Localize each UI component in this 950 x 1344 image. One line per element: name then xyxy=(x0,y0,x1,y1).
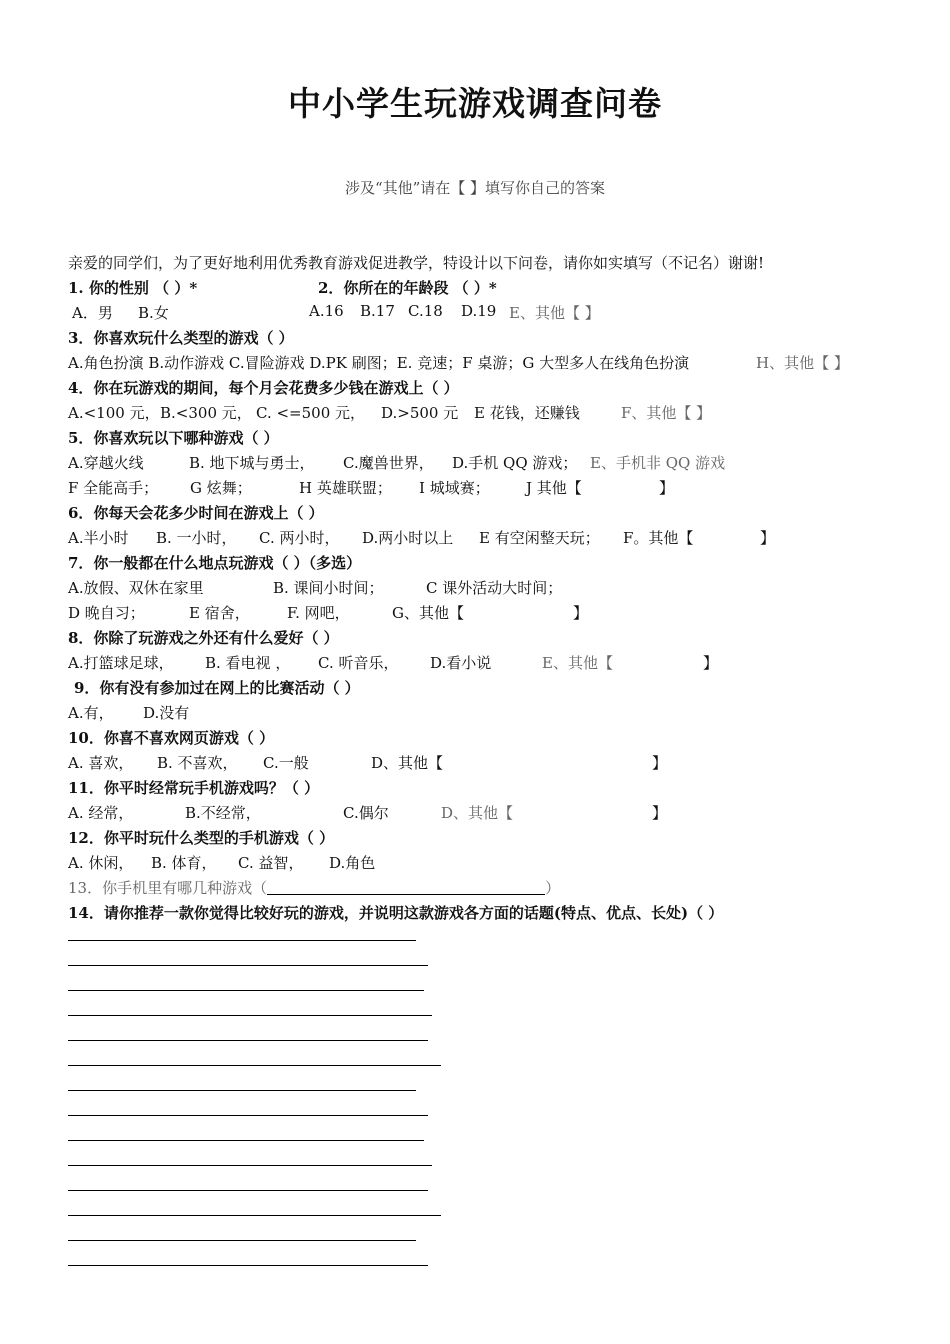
q3-options[interactable]: A.角色扮演 B.动作游戏 C.冒险游戏 D.PK 刷图；E. 竞速；F 桌游；G 大型多人在线角色扮演 xyxy=(68,354,690,372)
q11-option-other[interactable]: D、其他【 xyxy=(441,804,514,822)
answer-line[interactable] xyxy=(68,990,424,991)
q4-option-other[interactable]: F、其他【 】 xyxy=(621,404,712,422)
q7-option-c[interactable]: C 课外活动大时间； xyxy=(426,579,563,597)
q7-option-b[interactable]: B. 课间小时间； xyxy=(273,579,384,597)
answer-line[interactable] xyxy=(68,1040,428,1041)
q5-option-h[interactable]: H 英雄联盟； xyxy=(299,479,392,497)
q10-option-other[interactable]: D、其他【 xyxy=(371,754,444,772)
q11-option-other-close: 】 xyxy=(652,804,668,822)
q5-option-j-close: 】 xyxy=(659,479,675,497)
subtitle-note: 涉及“其他”请在【 】填写你自己的答案 xyxy=(344,179,606,197)
question-3: 3．你喜欢玩什么类型的游戏（ ） xyxy=(68,329,294,347)
q5-option-b[interactable]: B. 地下城与勇士， xyxy=(189,454,315,472)
q5-option-i[interactable]: I 城域赛； xyxy=(419,479,490,497)
answer-line[interactable] xyxy=(68,1240,416,1241)
answer-line[interactable] xyxy=(68,1165,432,1166)
q10-option-c[interactable]: C.一般 xyxy=(263,754,309,772)
q13-answer-blank[interactable] xyxy=(267,879,545,895)
question-13-label: 13．你手机里有哪几种游戏（ xyxy=(68,879,268,897)
q12-option-c[interactable]: C. 益智， xyxy=(238,854,304,872)
question-6: 6．你每天会花多少时间在游戏上（ ） xyxy=(68,504,324,522)
question-14: 14．请你推荐一款你觉得比较好玩的游戏，并说明这款游戏各方面的话题(特点、优点、长处)（ ） xyxy=(68,904,724,922)
question-9: 9．你有没有参加过在网上的比赛活动（ ） xyxy=(74,679,360,697)
answer-line[interactable] xyxy=(68,1090,416,1091)
q12-option-b[interactable]: B. 体育， xyxy=(151,854,217,872)
question-12: 12．你平时玩什么类型的手机游戏（ ） xyxy=(68,829,335,847)
q8-option-b[interactable]: B. 看电视 ， xyxy=(205,654,291,672)
question-8: 8．你除了玩游戏之外还有什么爱好（ ） xyxy=(68,629,339,647)
q2-option-a[interactable]: A.16 xyxy=(309,302,344,320)
q4-option-d[interactable]: D.>500 元 xyxy=(381,404,459,422)
q2-option-other[interactable]: E、其他【 】 xyxy=(509,304,600,322)
question-5: 5．你喜欢玩以下哪种游戏（ ） xyxy=(68,429,279,447)
question-10: 10．你喜不喜欢网页游戏（ ） xyxy=(68,729,275,747)
question-4: 4．你在玩游戏的期间，每个月会花费多少钱在游戏上（ ） xyxy=(68,379,459,397)
answer-line[interactable] xyxy=(68,1065,441,1066)
q6-option-d[interactable]: D.两小时以上 xyxy=(362,529,454,547)
q11-option-a[interactable]: A. 经常， xyxy=(68,804,134,822)
q12-option-d[interactable]: D.角色 xyxy=(329,854,376,872)
question-2: 2．你所在的年龄段 （ ）* xyxy=(318,279,497,297)
q8-option-other[interactable]: E、其他【 xyxy=(542,654,613,672)
q5-option-f[interactable]: F 全能高手； xyxy=(68,479,159,497)
q4-option-b[interactable]: B.<300 元， xyxy=(160,404,252,422)
question-13-close: ） xyxy=(545,879,561,897)
question-13 xyxy=(68,877,560,898)
page-title: 中小学生玩游戏调查问卷 xyxy=(288,84,662,123)
q8-option-c[interactable]: C. 听音乐， xyxy=(318,654,399,672)
q7-option-e[interactable]: E 宿舍， xyxy=(189,604,250,622)
q2-option-b[interactable]: B.17 xyxy=(360,302,395,320)
q11-option-b[interactable]: B.不经常， xyxy=(185,804,261,822)
q6-option-b[interactable]: B. 一小时， xyxy=(156,529,237,547)
answer-line[interactable] xyxy=(68,940,416,941)
q2-option-c[interactable]: C.18 xyxy=(408,302,443,320)
q7-option-d[interactable]: D 晚自习； xyxy=(68,604,145,622)
answer-line[interactable] xyxy=(68,965,428,966)
question-1: 1. 你的性别 （ ）* xyxy=(68,279,198,297)
q5-option-e[interactable]: E、手机非 QQ 游戏 xyxy=(590,454,726,472)
q1-option-a[interactable]: A．男 xyxy=(72,304,113,322)
q4-option-a[interactable]: A.<100 元， xyxy=(68,404,160,422)
q12-option-a[interactable]: A. 休闲， xyxy=(68,854,134,872)
q10-option-a[interactable]: A. 喜欢， xyxy=(68,754,134,772)
q7-option-other[interactable]: G、其他【 xyxy=(392,604,464,622)
q6-option-c[interactable]: C. 两小时， xyxy=(259,529,340,547)
q6-option-a[interactable]: A.半小时 xyxy=(68,529,129,547)
q5-option-g[interactable]: G 炫舞； xyxy=(190,479,252,497)
q2-option-d[interactable]: D.19 xyxy=(461,302,497,320)
q9-option-a[interactable]: A.有， xyxy=(68,704,114,722)
q5-option-j[interactable]: J 其他【 xyxy=(526,479,582,497)
q7-option-other-close: 】 xyxy=(573,604,589,622)
answer-line[interactable] xyxy=(68,1015,432,1016)
q4-option-c[interactable]: C. <=500 元， xyxy=(256,404,366,422)
q7-option-f[interactable]: F. 网吧， xyxy=(287,604,350,622)
answer-line[interactable] xyxy=(68,1115,428,1116)
q10-option-other-close: 】 xyxy=(652,754,668,772)
question-11: 11．你平时经常玩手机游戏吗？（ ） xyxy=(68,779,320,797)
q5-option-d[interactable]: D.手机 QQ 游戏； xyxy=(452,454,578,472)
q4-option-e[interactable]: E 花钱，还赚钱 xyxy=(474,404,580,422)
q5-option-c[interactable]: C.魔兽世界， xyxy=(343,454,434,472)
q11-option-c[interactable]: C.偶尔 xyxy=(343,804,389,822)
q8-option-d[interactable]: D.看小说 xyxy=(430,654,492,672)
answer-line[interactable] xyxy=(68,1265,428,1266)
q1-option-b[interactable]: B.女 xyxy=(138,304,169,322)
q8-option-a[interactable]: A.打篮球足球， xyxy=(68,654,174,672)
q6-option-other[interactable]: F。其他【 xyxy=(623,529,694,547)
q8-option-other-close: 】 xyxy=(703,654,719,672)
q6-option-e[interactable]: E 有空闲整天玩； xyxy=(479,529,600,547)
answer-line[interactable] xyxy=(68,1215,441,1216)
question-7: 7．你一般都在什么地点玩游戏（ ）（多选） xyxy=(68,554,362,572)
answer-line[interactable] xyxy=(68,1140,424,1141)
q10-option-b[interactable]: B. 不喜欢， xyxy=(157,754,238,772)
q3-option-other[interactable]: H、其他【 】 xyxy=(756,354,849,372)
answer-line[interactable] xyxy=(68,1190,428,1191)
q7-option-a[interactable]: A.放假、双休在家里 xyxy=(68,579,204,597)
q5-option-a[interactable]: A.穿越火线 xyxy=(68,454,144,472)
q9-option-d[interactable]: D.没有 xyxy=(143,704,190,722)
q6-option-other-close: 】 xyxy=(760,529,776,547)
intro-text: 亲爱的同学们，为了更好地利用优秀教育游戏促进教学，特设计以下问卷，请你如实填写（不记名）谢谢! xyxy=(68,254,765,272)
